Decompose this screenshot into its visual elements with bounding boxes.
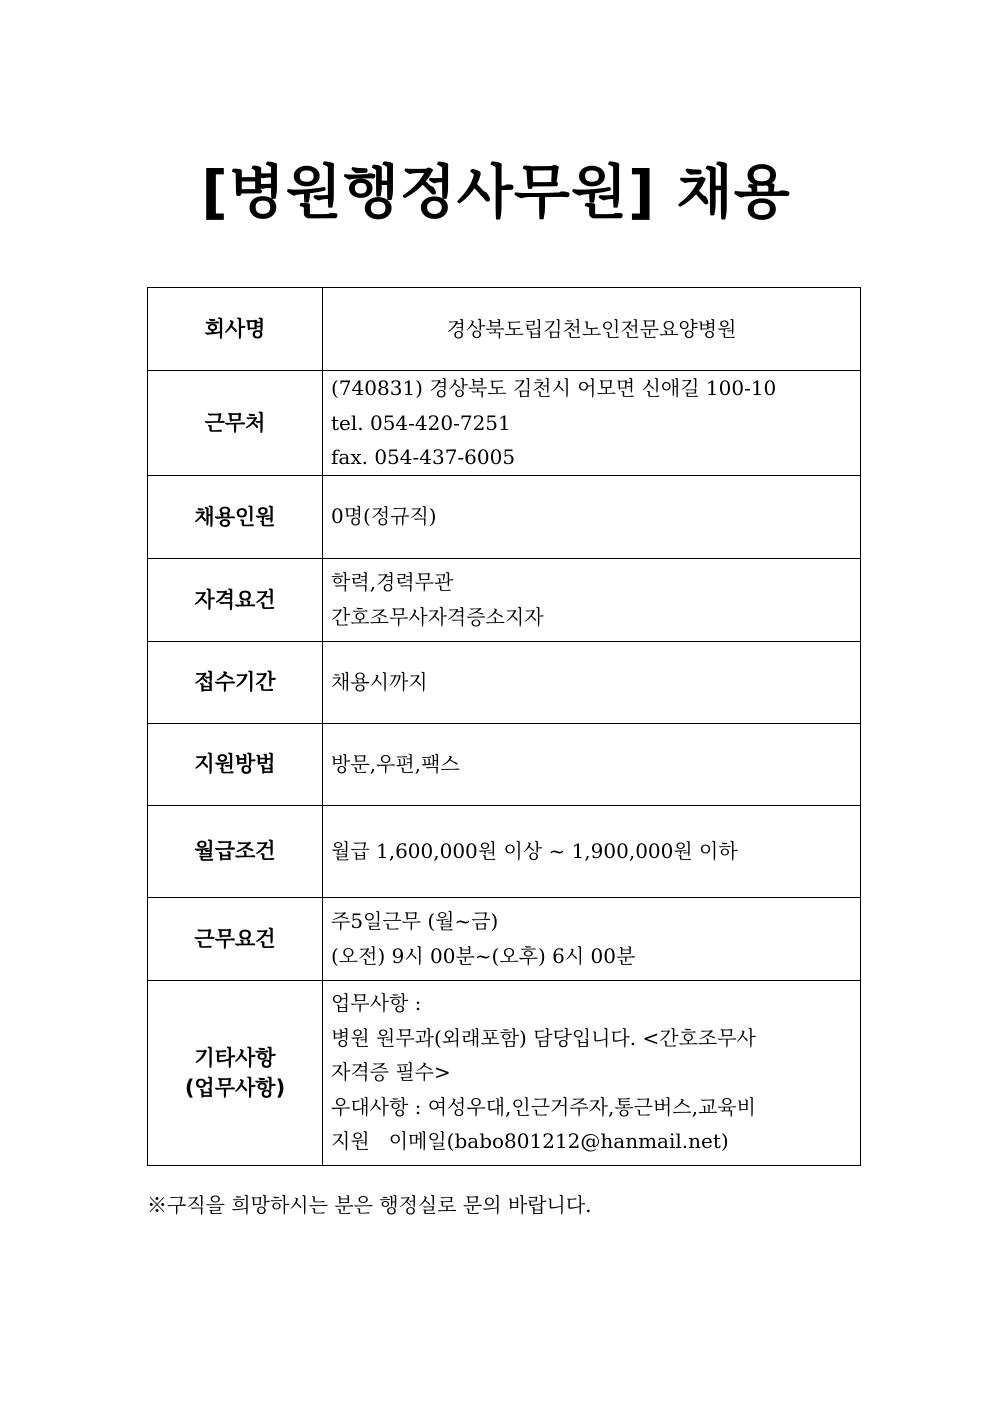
workplace-value: (740831) 경상북도 김천시 어모면 신애길 100-10 tel. 054-420-7251 fax. 054-437-6005 (323, 371, 861, 476)
row-label: 회사명 (148, 288, 323, 371)
row-label: 접수기간 (148, 641, 323, 723)
table-row (148, 980, 861, 1165)
other-details-value: 업무사항 : 병원 원무과(외래포함) 담당입니다. <간호조무사 자격증 필수> 우대사항 : 여성우대,인근거주자,통근버스,교육비 지원 이메일(babo801212@hanmail.net) (323, 980, 861, 1165)
headcount-value: 0명(정규직) (323, 475, 861, 558)
row-label: 지원방법 (148, 723, 323, 805)
job-info-table (147, 287, 861, 1166)
table-row (148, 371, 861, 476)
table-row (148, 475, 861, 558)
footnote: ※구직을 희망하시는 분은 행정실로 문의 바랍니다. (147, 1193, 592, 1217)
table-row (148, 805, 861, 897)
table-row (148, 897, 861, 980)
row-label: 기타사항 (업무사항) (148, 980, 323, 1165)
company-name-value: 경상북도립김천노인전문요양병원 (323, 288, 861, 371)
table-row (148, 558, 861, 641)
salary-value: 월급 1,600,000원 이상 ~ 1,900,000원 이하 (323, 805, 861, 897)
row-label: 근무요건 (148, 897, 323, 980)
table-row (148, 641, 861, 723)
qualification-value: 학력,경력무관 간호조무사자격증소지자 (323, 558, 861, 641)
row-label: 채용인원 (148, 475, 323, 558)
table-row (148, 723, 861, 805)
working-conditions-value: 주5일근무 (월~금) (오전) 9시 00분~(오후) 6시 00분 (323, 897, 861, 980)
page-title: [병원행정사무원] 채용 (201, 158, 791, 226)
application-period-value: 채용시까지 (323, 641, 861, 723)
row-label: 근무처 (148, 371, 323, 476)
application-method-value: 방문,우편,팩스 (323, 723, 861, 805)
table-row (148, 288, 861, 371)
row-label: 자격요건 (148, 558, 323, 641)
row-label: 월급조건 (148, 805, 323, 897)
